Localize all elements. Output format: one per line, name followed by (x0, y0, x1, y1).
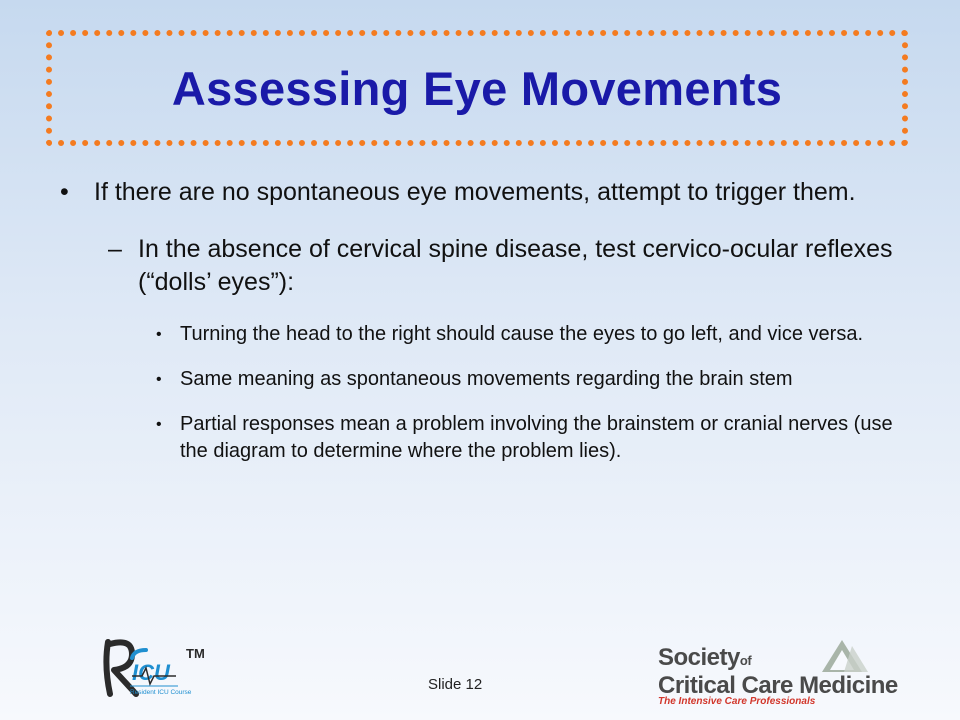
bullet-text: If there are no spontaneous eye movements, attempt to trigger them. (94, 178, 856, 206)
bullet-marker: • (156, 371, 162, 388)
bullet-text: Turning the head to the right should cause the eyes to go left, and vice versa. (180, 323, 864, 345)
bullet-text: In the absence of cervical spine disease, test cervico-ocular reflexes (“dolls’ eyes”): (138, 235, 893, 296)
slide-content (56, 176, 906, 465)
sccm-tagline: The Intensive Care Professionals (658, 696, 816, 707)
sccm-society: Society (658, 644, 740, 671)
svg-text:Resident ICU Course: Resident ICU Course (130, 689, 192, 696)
bullet-text: Same meaning as spontaneous movements regarding the brain stem (180, 368, 793, 390)
sccm-logo-line2: Critical Care Medicine (658, 672, 898, 699)
slide-number: Slide 12 (428, 676, 483, 693)
bullet-level1 (56, 176, 906, 209)
slide-title: Assessing Eye Movements (171, 61, 783, 115)
sccm-logo (652, 630, 898, 710)
ricu-logo (102, 636, 214, 700)
ricu-logo-mark (102, 636, 214, 700)
bullet-marker: • (156, 326, 162, 343)
bullet-text: Partial responses mean a problem involving the brainstem or cranial nerves (use the diagram to determine where the problem lies). (180, 413, 893, 462)
sccm-of: of (739, 653, 752, 668)
svg-text:ICU: ICU (132, 660, 170, 685)
svg-text:TM: TM (186, 646, 205, 661)
bullet-marker: • (60, 178, 69, 206)
title-frame (46, 30, 908, 146)
dash-marker: – (108, 235, 122, 263)
bullet-marker: • (156, 416, 162, 433)
bullet-level3 (56, 411, 906, 465)
bullet-level3 (56, 366, 906, 393)
sccm-triangle-icon (822, 636, 870, 676)
bullet-level3 (56, 321, 906, 348)
bullet-level2 (56, 233, 906, 299)
sccm-logo-line1 (658, 644, 751, 672)
